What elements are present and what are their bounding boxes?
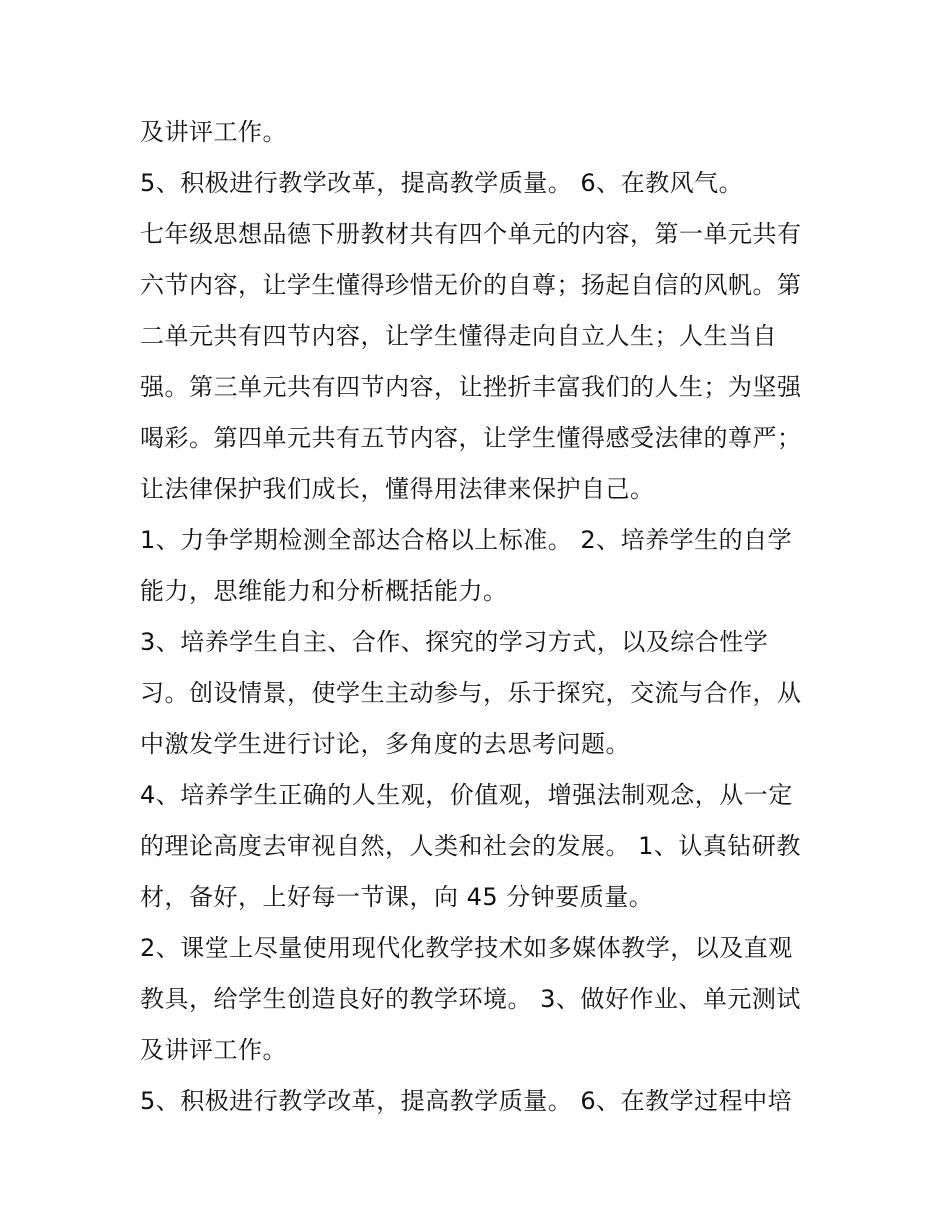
document-body — [140, 107, 830, 1127]
text-line-8: 让法律保护我们成长，懂得用法律来保护自己。 — [140, 475, 655, 503]
text-line-17: 2、课堂上尽量使用现代化教学技术如多媒体教学，以及直观 — [140, 934, 793, 962]
text-line-20: 5、积极进行教学改革，提高教学质量。 6、在教学过程中培 — [140, 1087, 793, 1115]
text-line-16: 材，备好，上好每一节课，向 45 分钟要质量。 — [140, 883, 654, 911]
text-line-13: 中激发学生进行讨论，多角度的去思考问题。 — [140, 730, 630, 758]
text-line-6: 强。第三单元共有四节内容，让挫折丰富我们的人生；为坚强 — [140, 373, 802, 401]
text-line-12: 习。创设情景，使学生主动参与，乐于探究，交流与合作，从 — [140, 679, 802, 707]
text-line-3: 七年级思想品德下册教材共有四个单元的内容，第一单元共有 — [140, 220, 802, 248]
text-line-9: 1、力争学期检测全部达合格以上标准。 2、培养学生的自学 — [140, 526, 793, 554]
text-line-7: 喝彩。第四单元共有五节内容，让学生懂得感受法律的尊严； — [140, 424, 802, 452]
text-line-14: 4、培养学生正确的人生观，价值观，增强法制观念，从一定 — [140, 781, 793, 809]
text-line-19: 及讲评工作。 — [140, 1036, 287, 1064]
text-line-1: 及讲评工作。 — [140, 118, 287, 146]
text-line-10: 能力，思维能力和分析概括能力。 — [140, 577, 508, 605]
text-line-11: 3、培养学生自主、合作、探究的学习方式，以及综合性学 — [140, 628, 769, 656]
text-line-15: 的理论高度去审视自然，人类和社会的发展。 1、认真钻研教 — [140, 832, 801, 860]
text-line-2: 5、积极进行教学改革，提高教学质量。 6、在教风气。 — [140, 169, 744, 197]
text-line-18: 教具，给学生创造良好的教学环境。 3、做好作业、单元测试 — [140, 985, 801, 1013]
text-line-4: 六节内容，让学生懂得珍惜无价的自尊；扬起自信的风帆。第 — [140, 271, 802, 299]
text-line-5: 二单元共有四节内容，让学生懂得走向自立人生；人生当自 — [140, 322, 777, 350]
